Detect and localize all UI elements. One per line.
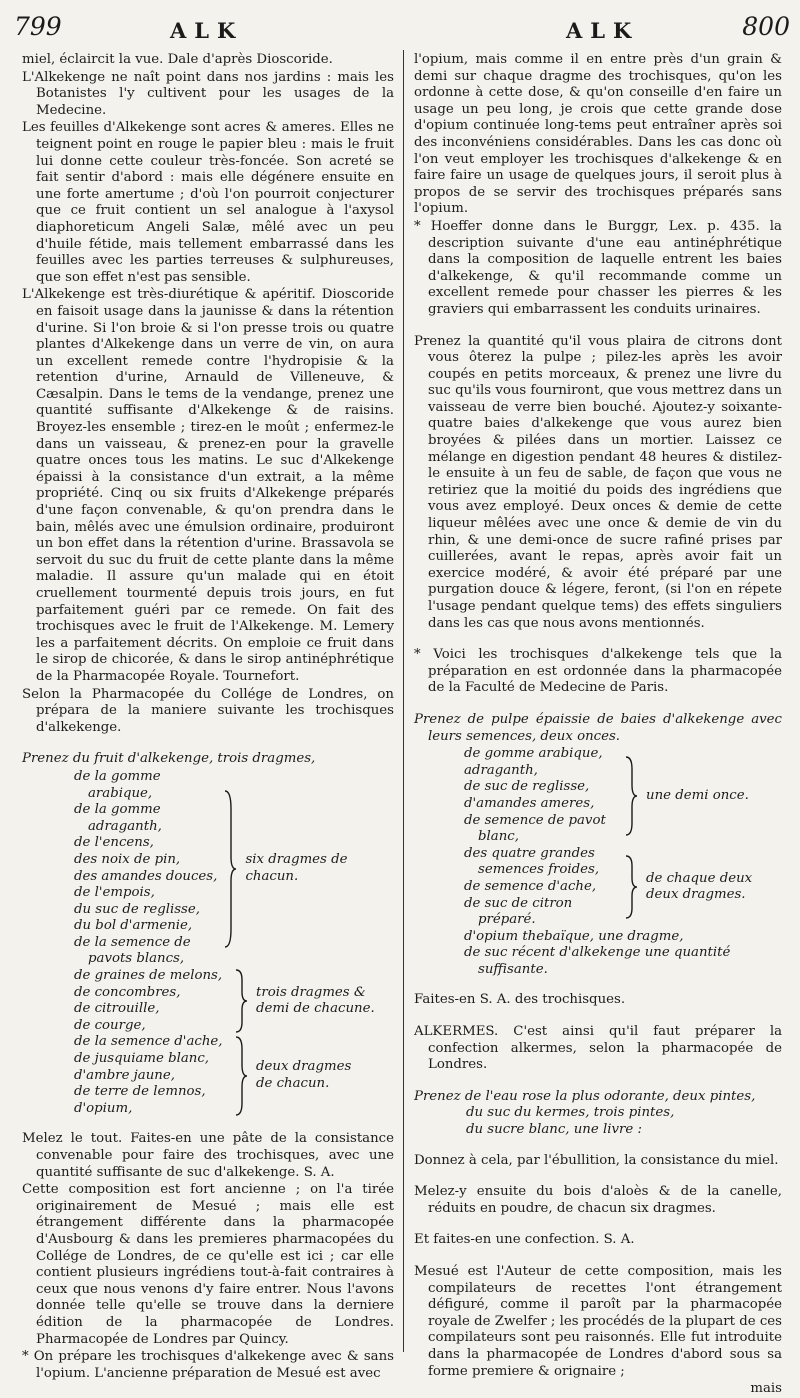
dose-label: trois dragmes & demi de chacune. bbox=[256, 984, 375, 1017]
ingredient: du bol d'armenie, bbox=[74, 918, 193, 934]
ingredient: des quatre grandes semences froides, bbox=[464, 845, 600, 878]
ingredient: adraganth, bbox=[464, 762, 538, 778]
ingredient: de gomme arabique, bbox=[464, 746, 603, 762]
recipe-first-line: Prenez de pulpe épaissie de baies d'alkekenge avec leurs semences, deux onces. bbox=[414, 711, 782, 744]
paragraph: * On prépare les trochisques d'alkekenge avec & sans l'opium. L'ancienne préparation de Mesué est avec bbox=[22, 1349, 394, 1381]
paragraph: Donnez à cela, par l'ébullition, la consistance du miel. bbox=[414, 1152, 779, 1168]
paragraph: L'Alkekenge est très-diurétique & apéritif. Dioscoride en faisoit usage dans la jaunisse & dans la rétention d'urine. Si l'on broie & si l'on presse trois ou quatre plantes d'Alkekenge dans un verre de vin, on aura un excellent remede contre l'hydropisie & la retention d'urine, Arnauld de Villeneuve, & Cæsalpin. Dans le tems de la vendange, prenez une quantité suffisante d'Alkekenge & de raisins. Broyez-les ensemble ; tirez-en le moût ; enfermez-le dans un vaisseau, & prenez-en pour la gravelle quatre onces tous les matins. Le suc d'Alkekenge épaissi à la consistance d'un extrait, a la même propriété. Cinq ou six fruits d'Alkekenge préparés d'une façon convenable, & qu'on prendra dans le bain, mêlés avec une émulsion ordinaire, produiront un bon effet dans la rétention d'urine. Brassavola se servoit du suc du fruit de cette plante dans la même maladie. Il assure qu'un malade qui en étoit cruellement tourmenté depuis trois jours, en fut parfaitement guéri par ce remede. On fait des trochisques avec le fruit de l'Alkekenge. M. Lemery les a parfaitement décrits. On emploie ce fruit dans le sirop de chicorée, & dans le sirop antinéphrétique de la Pharmacopée Royale. Tournefort. bbox=[22, 287, 394, 684]
dose-label: une demi once. bbox=[646, 787, 749, 803]
ingredient: de semence de pavot blanc, bbox=[464, 812, 606, 845]
ingredient: de la semence de pavots blancs, bbox=[74, 934, 191, 967]
ingredient: de semence d'ache, bbox=[464, 878, 597, 894]
brace-icon bbox=[624, 755, 638, 837]
brace-icon bbox=[624, 854, 638, 920]
ingredient: de terre de lemnos, bbox=[74, 1084, 206, 1100]
right-column bbox=[414, 52, 782, 1397]
ingredient: du suc de reglisse, bbox=[74, 901, 200, 917]
ingredient-group bbox=[74, 968, 394, 1034]
column-rule bbox=[403, 50, 404, 1352]
entry-heading-alkermes: ALKERMES. C'est ainsi qu'il faut préparer la confection alkermes, selon la pharmacopée de Londres. bbox=[414, 1024, 782, 1073]
ingredient: d'opium thebaïque, une dragme, bbox=[464, 928, 684, 944]
paragraph: Cette composition est fort ancienne ; on l'a tirée originairement de Mesué ; mais elle est étrangement différente dans la pharmacopée d'Ausbourg & dans les premieres pharmacopées du Collége de Londres, de ce qu'elle est ici ; car elle contient plusieurs ingrédiens tout-à-fait contraires à ceux que nous venons d'y faire entrer. Nous l'avons donnée telle qu'elle se trouve dans la derniere édition de la pharmacopée de Londres. Pharmacopée de Londres par Quincy. bbox=[22, 1182, 394, 1347]
running-header bbox=[0, 4, 800, 48]
ingredient: d'ambre jaune, bbox=[74, 1067, 175, 1083]
paragraph: Prenez la quantité qu'il vous plaira de citrons dont vous ôterez la pulpe ; pilez-les après les avoir coupés en petits morceaux, & prenez une livre du suc qu'ils vous fourniront, que vous mettrez dans un vaisseau de verre bien bouché. Ajoutez-y soixante-quatre baies d'alkekenge que vous aurez bien broyées & pilées dans un mortier. Laissez ce mélange en digestion pendant 48 heures & distilez-le ensuite à un feu de sable, de façon que vous ne retiriez que la moitié du poids des ingrédiens que vous avez employé. Deux onces & demie de cette liqueur mêlées avec une once & demie de vin du rhin, & une demi-once de sucre rafiné prises par cuillerées, avant le repas, après avoir fait un exercice modéré, & avoir été préparé par une purgation douce & légere, feront, (si l'on en répete l'usage pendant quelque tems) des effets singuliers dans les cas que nous avons mentionnés. bbox=[414, 333, 782, 631]
dose-label: deux dragmes de chacun. bbox=[256, 1059, 352, 1091]
page-number-left: 799 bbox=[14, 12, 62, 41]
ingredient: de concombres, bbox=[74, 984, 181, 1000]
footnote-paragraph: * Voici les trochisques d'alkekenge tels que la préparation en est ordonnée dans la pharmacopée de la Faculté de Medecine de Paris. bbox=[414, 647, 782, 696]
paragraph: Mesué est l'Auteur de cette composition, mais les compilateurs de recettes l'ont étrangement défiguré, comme il paroît par la pharmacopée royale de Zwelfer ; les procédés de la plupart de ces compilateurs sont peu raisonnés. Elle fut introduite dans la pharmacopée de Londres d'abord sous sa forme premiere & orignaire ; bbox=[414, 1264, 782, 1379]
brace-icon bbox=[223, 789, 237, 949]
paragraph: L'Alkekenge ne naît point dans nos jardins : mais les Botanistes l'y cultivent pour les usages de la Medecine. bbox=[22, 69, 394, 118]
dose-label: six dragmes de chacun. bbox=[245, 851, 348, 884]
paragraph: miel, éclaircit la vue. Dale d'après Dioscoride. bbox=[22, 52, 333, 67]
ingredient: de l'empois, bbox=[74, 885, 155, 901]
ingredient: de courge, bbox=[74, 1017, 146, 1033]
ingredient: de la gomme adraganth, bbox=[74, 802, 162, 834]
ingredient-group bbox=[74, 769, 394, 968]
ingredient-group bbox=[464, 846, 782, 929]
paragraph: Les feuilles d'Alkekenge sont acres & ameres. Elles ne teignent point en rouge le papier bleu : mais le fruit lui donne cette couleur très-foncée. Son acreté se fait sentir d'abord : mais elle dégénere ensuite en une forte amertume ; d'où l'on pourroit conjecturer que ce fruit contient un sel analogue à l'axysol diaphoreticum Angeli Salæ, mêlé avec un peu d'huile fétide, mais tellement embarrassé dans les feuilles avec les parties terreuses & sulphureuses, que son effet n'est pas sensible. bbox=[22, 120, 394, 285]
dose-label: de chaque deux deux dragmes. bbox=[646, 870, 753, 903]
paragraph: Et faites-en une confection. S. A. bbox=[414, 1232, 635, 1248]
ingredient: Prenez de l'eau rose la plus odorante, deux pintes, bbox=[414, 1088, 756, 1104]
ingredient: d'amandes ameres, bbox=[464, 795, 595, 811]
ingredient: de la semence d'ache, bbox=[74, 1034, 223, 1050]
left-column bbox=[22, 52, 394, 1381]
ingredient: du sucre blanc, une livre : bbox=[466, 1122, 642, 1138]
ingredient: de citrouille, bbox=[74, 1001, 160, 1017]
running-title-right: ALK bbox=[566, 18, 640, 43]
ingredient-group bbox=[464, 746, 782, 846]
recipe-first-line: Prenez du fruit d'alkekenge, trois dragmes, bbox=[22, 751, 316, 767]
ingredient: de suc de citron préparé. bbox=[464, 895, 573, 928]
recipe-alkermes bbox=[414, 1089, 782, 1139]
ingredient: de suc récent d'alkekenge une quantité suffisante. bbox=[464, 945, 731, 977]
ingredient: de la gomme arabique, bbox=[74, 768, 161, 801]
ingredient: de graines de melons, bbox=[74, 968, 223, 984]
paragraph: l'opium, mais comme il en entre près d'un grain & demi sur chaque dragme des trochisques, qu'on les ordonne à cette dose, & qu'on conseille d'en faire un usage un peu long, je crois que cette grande dose d'opium continuée long-tems peut entraîner après soi des inconvéniens considérables. Dans les cas donc où l'on veut employer les trochisques d'alkekenge & en faire faire un usage de quelques jours, il seroit plus à propos de se servir des trochisques préparés sans l'opium. bbox=[414, 52, 782, 217]
ingredient: des noix de pin, bbox=[74, 851, 181, 867]
running-title-left: ALK bbox=[170, 18, 244, 43]
paragraph: Melez-y ensuite du bois d'aloès & de la canelle, réduits en poudre, de chacun six dragmes. bbox=[414, 1184, 782, 1216]
brace-icon bbox=[234, 1035, 248, 1117]
brace-icon bbox=[234, 968, 248, 1034]
paragraph: Faites-en S. A. des trochisques. bbox=[414, 992, 626, 1008]
ingredient: des amandes douces, bbox=[74, 868, 218, 884]
ingredient: de jusquiame blanc, bbox=[74, 1051, 210, 1067]
recipe-ingredients-right bbox=[414, 746, 782, 978]
ingredient-group bbox=[74, 1034, 394, 1117]
page-number-right: 800 bbox=[742, 12, 790, 41]
catchword: mais bbox=[750, 1381, 782, 1397]
paragraph: Melez le tout. Faites-en une pâte de la consistance convenable pour faire des trochisques, avec une quantité suffisante de suc d'alkekenge. S. A. bbox=[22, 1131, 394, 1180]
ingredient: du suc du kermes, trois pintes, bbox=[466, 1105, 675, 1121]
ingredient: de suc de reglisse, bbox=[464, 779, 590, 795]
footnote-paragraph: * Hoeffer donne dans le Burggr, Lex. p. 435. la description suivante d'une eau antinéphrétique dans la composition de laquelle entrent les baies d'alkekenge, & qu'il recommande comme un excellent remede pour chasser les pierres & les graviers qui embarrassent les conduits urinaires. bbox=[414, 218, 782, 317]
paragraph: Selon la Pharmacopée du Collége de Londres, on prépara de la maniere suivante les trochisques d'alkekenge. bbox=[22, 686, 394, 735]
ingredient: d'opium, bbox=[74, 1100, 133, 1116]
recipe-ingredients-left bbox=[22, 769, 394, 1117]
ingredient: de l'encens, bbox=[74, 835, 154, 851]
